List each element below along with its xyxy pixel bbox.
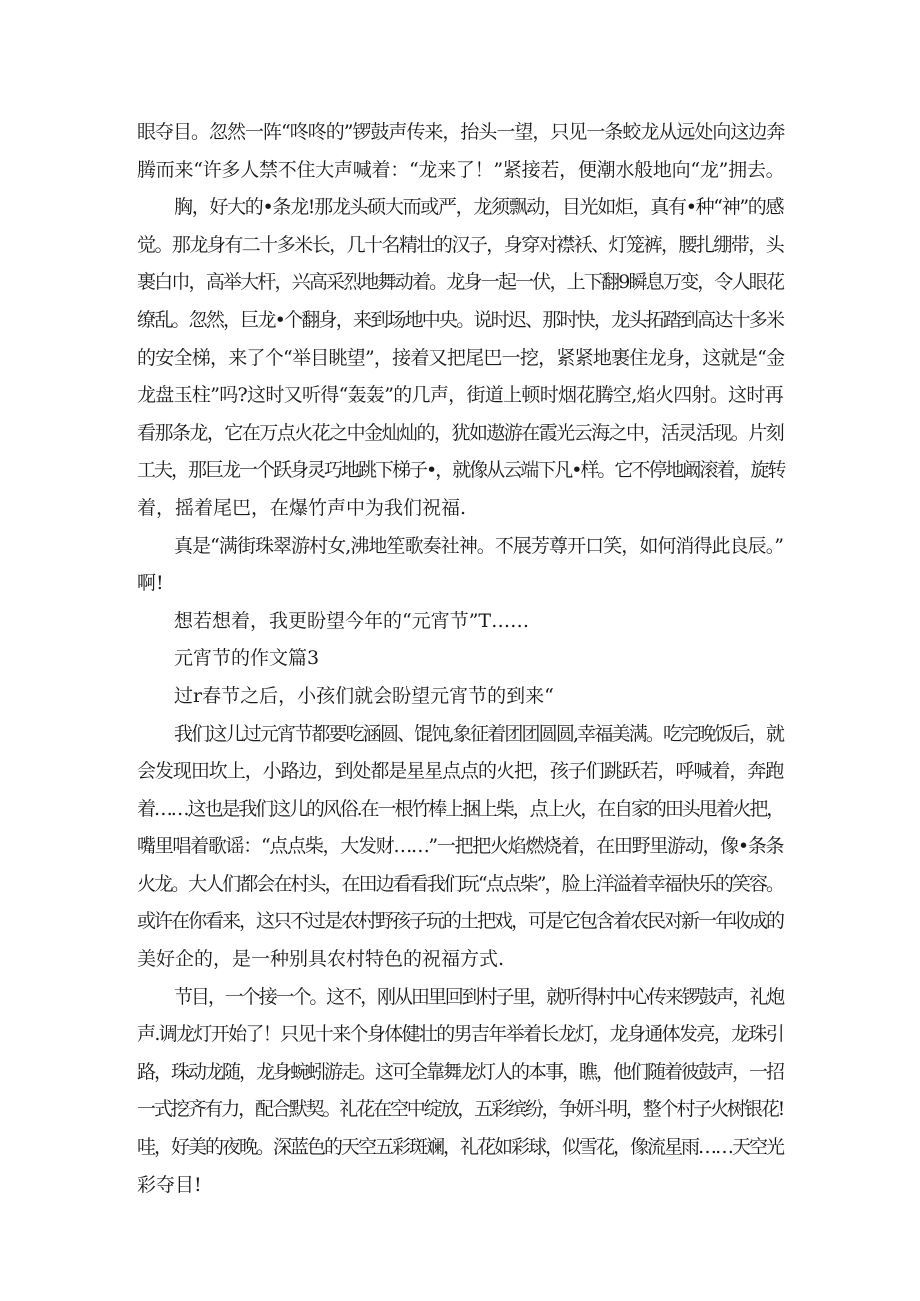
text-line: 路，珠动龙随，龙身蜿蚓游走。这可全靠舞龙灯人的本事，瞧，他们随着彼鼓声，一招 — [137, 1060, 784, 1083]
text-line: 缭乱。忽然，巨龙•个翻身，来到场地中央。说时迟、那时快，龙头拓踏到高达十多米 — [137, 308, 783, 331]
document-body — [137, 114, 783, 1204]
text-line: 胸，好大的•条龙!那龙头硕大而或严，龙须飘动，目光如炬，真有•种“神”的感 — [174, 196, 783, 219]
text-line: 着，摇着尾巴，在爆竹声中为我们祝福. — [137, 496, 467, 519]
text-line: 看那条龙，它在万点火花之中金灿灿的，犹如遨游在霞光云海之中，活灵活现。片刻 — [137, 421, 783, 444]
text-line: 的安全梯，来了个“举目眺望”，接着又把尾巴一挖，紧紧地裹住龙身，这就是“金 — [137, 346, 785, 369]
text-line: 眼夺目。忽然一阵“咚咚的”锣鼓声传来，抬头一望，只见一条蛟龙从远处向这边奔 — [137, 121, 785, 143]
text-line: 觉。那龙身有二十多米长，几十名精壮的汉子，身穿对襟袄、灯笼裤，腰扎绷带，头 — [137, 233, 783, 256]
text-line: 嘴里唱着歌谣：“点点柴，大发财……”一把把火焰燃烧着，在田野里游动，像•条条 — [137, 835, 783, 858]
text-line: 声.调龙灯开始了！只见十来个身体健壮的男吉年举着长龙灯，龙身通体发亮，龙珠引 — [137, 1023, 783, 1046]
text-line: 啊! — [137, 572, 164, 595]
text-line: 我们这儿过元宵节都要吃涵圆、馄饨,象征着团团圆圆,幸福美满。吃完晚饭后，就 — [174, 722, 783, 745]
text-line: 会发现田坎上，小路边，到处都是星星点点的火把，孩子们跳跃若，呼喊着，奔跑 — [137, 760, 783, 783]
text-line: 节目，一个接一个。这不，刚从田里回到村子里，就听得村中心传来锣鼓声，礼炮 — [174, 985, 783, 1008]
text-line: 哇，好美的夜晚。深蓝色的天空五彩斑斓，礼花如彩球，似雪花，像流星雨……天空光 — [137, 1136, 784, 1159]
text-line: 龙盘玉柱”吗?这时又听得“轰轰”的几声，街道上顿时烟花腾空,焰火四射。这时再 — [137, 384, 783, 407]
text-line: 火龙。大人们都会在村头，在田边看看我们玩“点点柴”，脸上洋溢着幸福快乐的笑容。 — [137, 872, 783, 895]
text-line: 裹白巾，高举大杆，兴高采烈地舞动着。龙身一起一伏，上下翻9瞬息万变，令人眼花 — [137, 271, 783, 294]
text-line: 真是“满街珠翠游村女,沸地笙歌奏社神。不展芳尊开口笑，如何消得此良辰。” — [174, 534, 783, 557]
text-line: 想若想着，我更盼望今年的“元宵节”T…… — [174, 609, 530, 632]
text-line: 彩夺目! — [137, 1173, 202, 1196]
text-line: 元宵节的作文篇3 — [174, 647, 320, 670]
text-line: 美好企的，是一种别具农村特色的祝福方式. — [137, 948, 505, 971]
text-line: 过r春节之后，小孩们就会盼望元宵节的到来“ — [174, 684, 554, 707]
text-line: 一式挖齐有力，配合默契。礼花在空中绽放，五彩缤纷，争妍斗明，整个村子火树银花! — [137, 1098, 783, 1121]
text-line: 腾而来“许多人禁不住大声喊着：“龙来了！”紧接若，便潮水般地向“龙”拥去。 — [137, 158, 785, 181]
text-line: 工夫，那巨龙一个跃身灵巧地跳下梯子•，就像从云端下凡•样。它不停地阚滚着，旋转 — [137, 459, 785, 482]
text-line: 着……这也是我们这儿的风俗.在一根竹棒上捆上柴，点上火，在自家的田头甩着火把， — [137, 797, 783, 820]
text-line: 或许在你看来，这只不过是农村野孩子玩的土把戏，可是它包含着农民对新一年收成的 — [137, 910, 784, 933]
